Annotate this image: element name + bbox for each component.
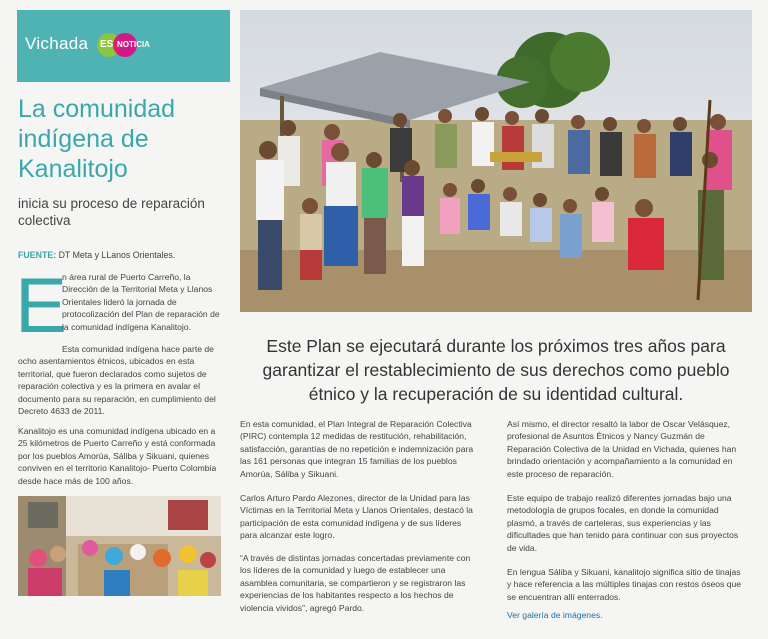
paragraph-2: Esta comunidad indígena hace parte de ocho asentamientos étnicos, ubicados en esta territorial, que fueron declarados como sujetos de reparación colectiva y es la primera en avalar el documento para su reparación, en cumplimiento del Decreto 4633 de 2011. <box>18 344 216 417</box>
article-subtitle: inicia su proceso de reparación colectiva <box>18 196 205 228</box>
es-noticia-logo: ES NOTICIA <box>97 33 157 59</box>
col2-paragraph-2: Este equipo de trabajo realizó diferentes jornadas bajo una metodología de grupos focales, en donde la comunidad plasmó, a través de carteleras, sus experiencias y las dificultades que han tenido para continuar con sus proyectos de vida. <box>507 493 739 553</box>
col2-paragraph-3: En lengua Sáliba y Sikuani, kanalitojo significa sitio de tinajas y hace referencia a las múltiples tinajas con restos óseos que se encuentran allí enterrados. <box>507 567 742 602</box>
source-text: DT Meta y LLanos Orientales. <box>56 250 176 260</box>
source-line <box>18 250 175 260</box>
dropcap-letter: E <box>15 261 68 349</box>
col2-paragraph-1: Así mismo, el director resaltó la labor de Oscar Velásquez, profesional de Asuntos Étnicos y Nancy Guzmán de Reparación Colectiva de la Unidad en Vichada, quienes han brindado orientación y acompañamiento a la comunidad en este proceso de reparación. <box>507 419 737 479</box>
col1-paragraph-1: En esta comunidad, el Plan Integral de Reparación Colectiva (PIRC) contempla 12 medidas de restitución, rehabilitación, satisfacción, garantías de no repetición e indemnización para las 161 personas que integran 15 familias de los pueblos Amorúa, Sáliba y Sikuani. <box>240 419 474 479</box>
source-label: FUENTE: <box>18 250 57 260</box>
intro-paragraph: n área rural de Puerto Carreño, la Dirección de la Territorial Meta y Llanos Orientales lideró la jornada de protocolización del Plan de reparación de la comunidad indígena Kanalitojo. <box>62 272 220 332</box>
community-group-photo[interactable] <box>240 10 752 312</box>
paragraph-3: Kanalitojo es una comunidad indígena ubicado en a 25 kilómetros de Puerto Carreño y está conformada por los pueblos Amorúa, Sáliba y Sikuani, quienes conviven en el territorio Kanalitojo- Puerto Colombia desde hace más de 100 años. <box>18 426 217 486</box>
gallery-link[interactable]: Ver galería de imágenes. <box>507 610 603 620</box>
pull-quote: Este Plan se ejecutará durante los próximos tres años para garantizar el restablecimiento de sus derechos como pueblo étnico y la recuperación de su identidad cultural. <box>262 336 730 404</box>
col1-paragraph-2: Carlos Arturo Pardo Alezones, director de la Unidad para las Víctimas en la Territorial Meta y Llanos Orientales, destacó la participación de esta comunidad indígena y de sus líderes para alcanzar este logro. <box>240 493 473 541</box>
col1-paragraph-3: “A través de distintas jornadas concertadas previamente con los líderes de la comunidad y luego de establecer una asamblea comunitaria, se compartieron y se registraron las experiencias de los habitantes respecto a los hechos de violencia vividos”, agregó Pardo. <box>240 553 471 613</box>
article-title: La comunidad indígena de Kanalitojo <box>18 95 176 183</box>
meeting-photo[interactable] <box>18 496 221 596</box>
region-label: Vichada <box>25 34 89 53</box>
section-header <box>17 10 230 82</box>
